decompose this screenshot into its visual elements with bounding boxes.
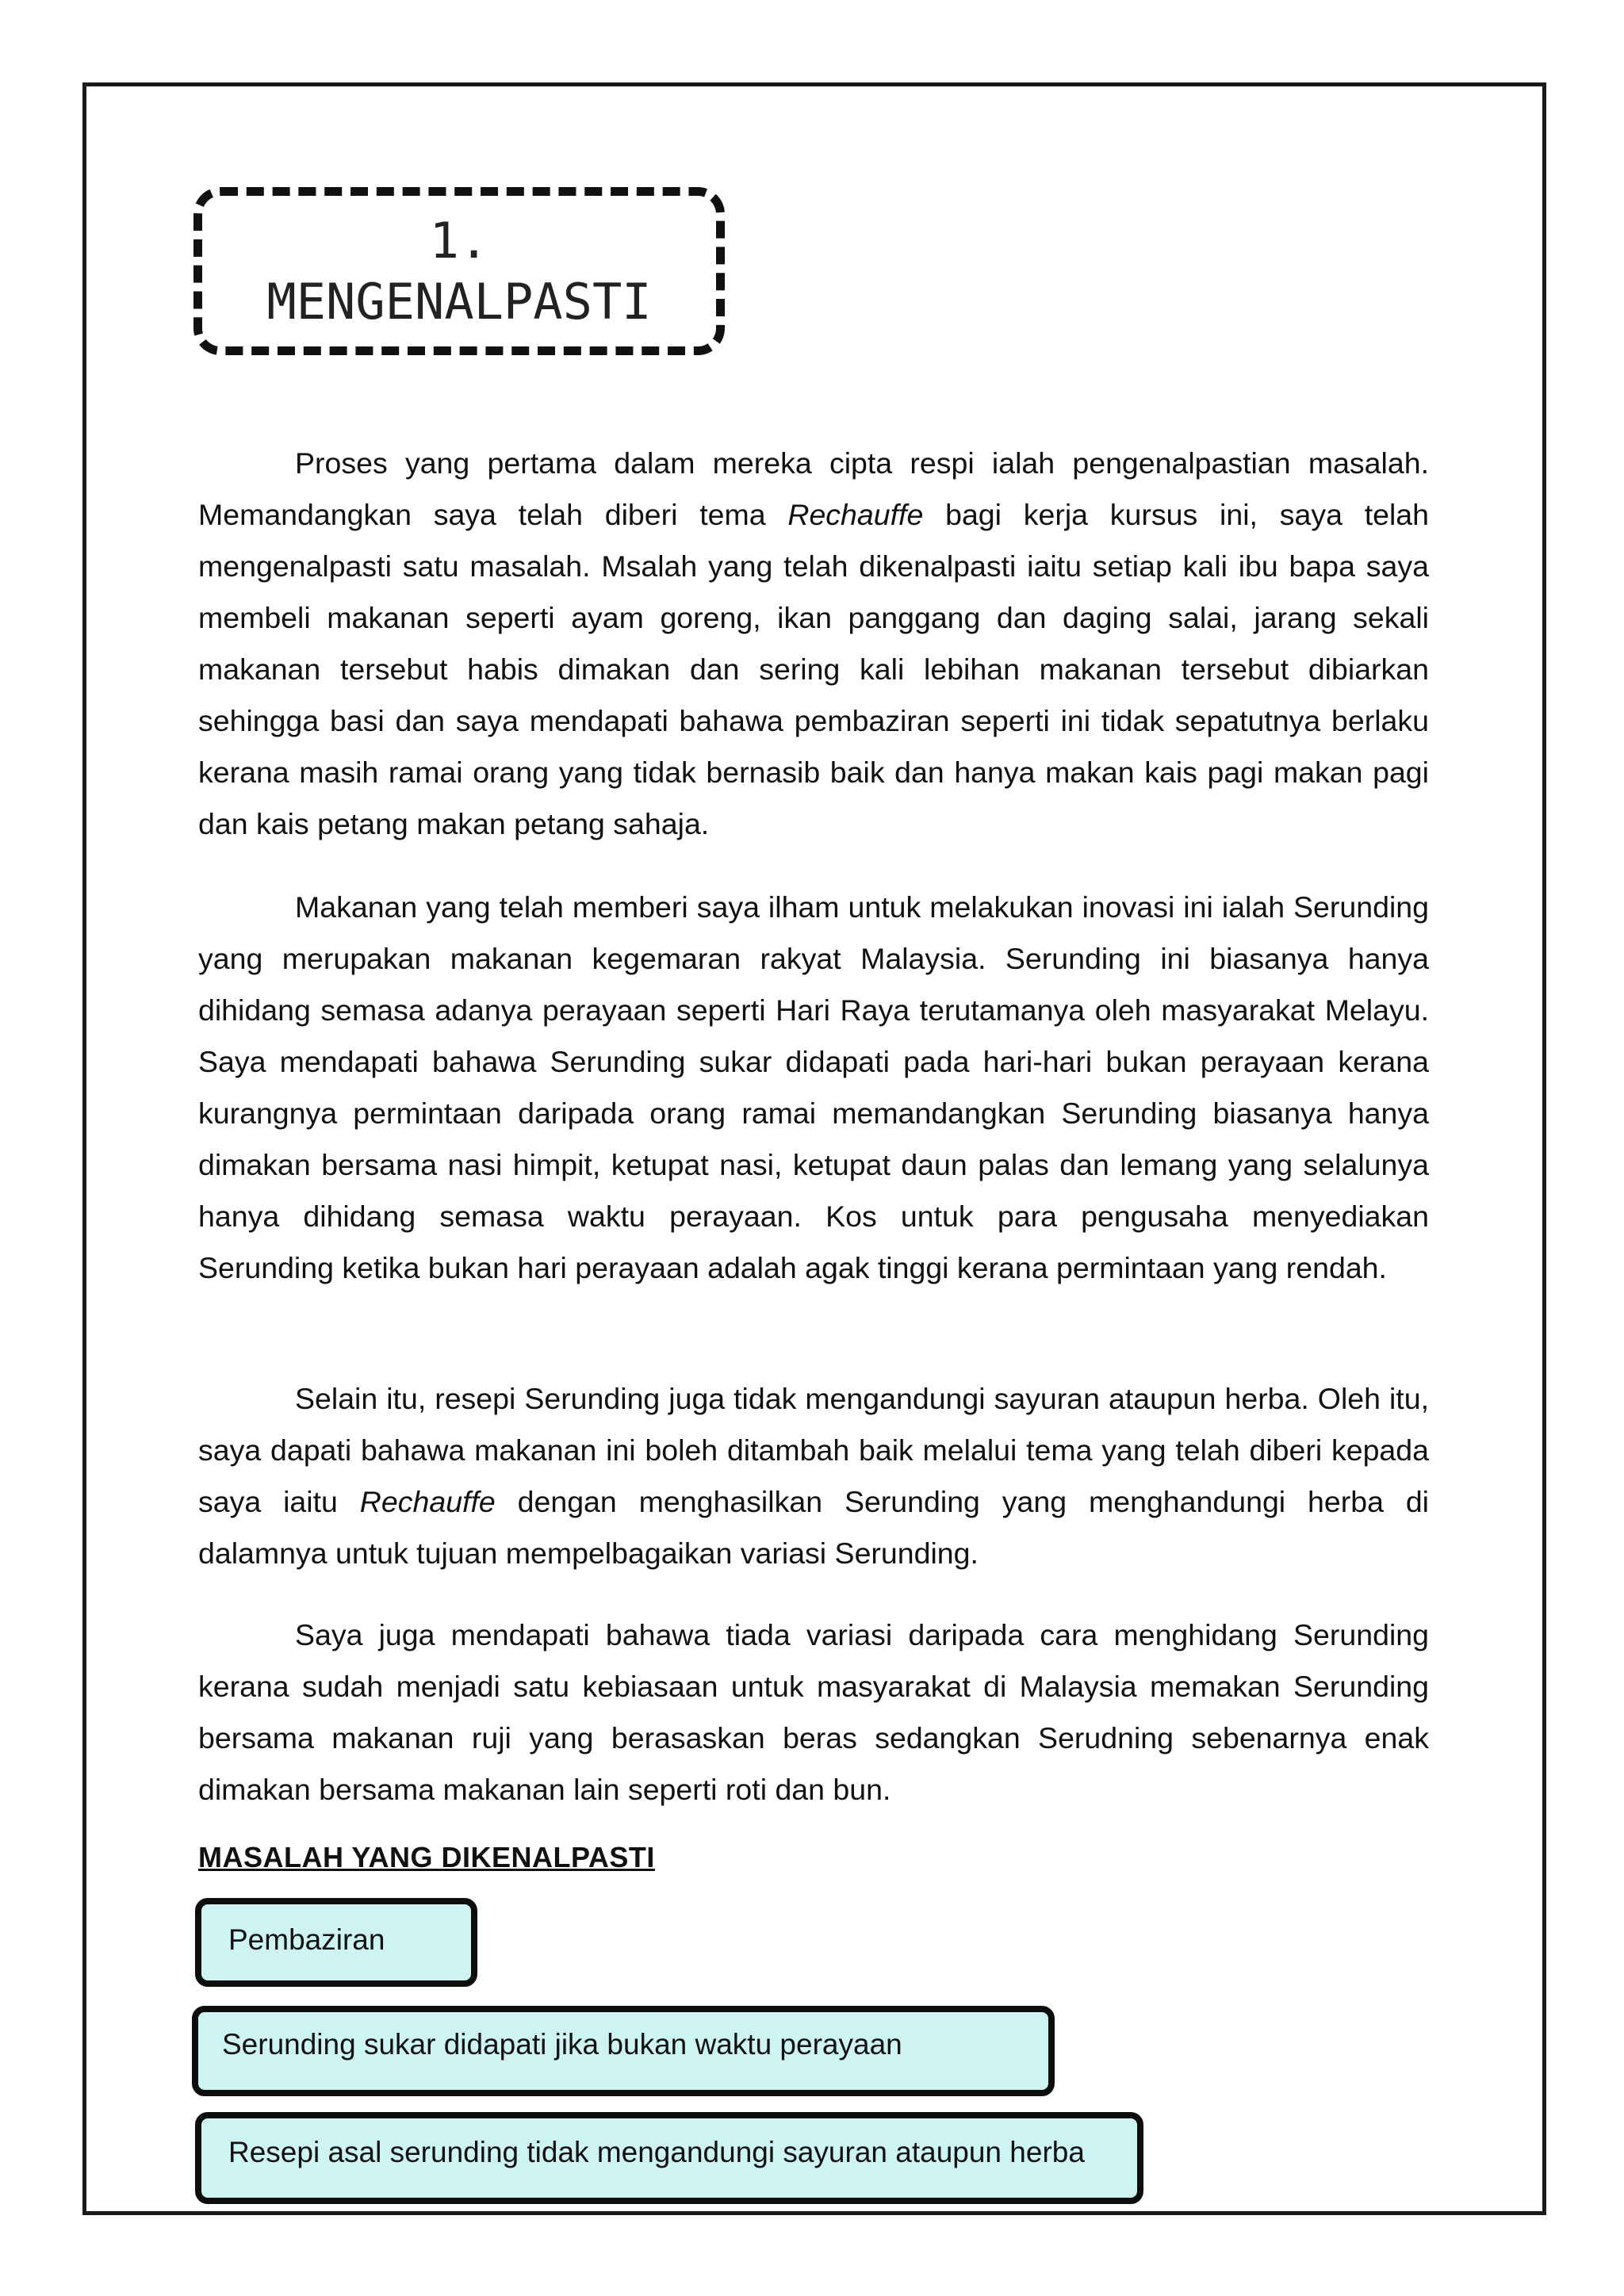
paragraph-1-theme: Rechauffe xyxy=(787,498,924,531)
paragraph-2: Makanan yang telah memberi saya ilham untuk melakukan inovasi ini ialah Serunding yang merupakan makanan kegemaran rakyat Malaysia. Serunding ini biasanya hanya dihidang semasa adanya perayaan seperti Hari Raya terutamanya oleh masyarakat Melayu. Saya mendapati bahawa Serunding sukar didapati pada hari-hari bukan perayaan kerana kurangnya permintaan daripada orang ramai memandangkan Serunding biasanya hanya dimakan bersama nasi himpit, ketupat nasi, ketupat daun palas dan lemang yang selalunya hanya dihidang semasa waktu perayaan. Kos untuk para pengusaha menyediakan Serunding ketika bukan hari perayaan adalah agak tinggi kerana permintaan yang rendah. xyxy=(198,890,1429,1284)
section-title: MENGENALPASTI xyxy=(266,273,652,331)
paragraph-1-part-b: bagi kerja kursus ini, saya telah mengenalpasti satu masalah. Msalah yang telah dikenalpasti iaitu setiap kali ibu bapa saya membeli makanan seperti ayam goreng, ikan panggang dan daging salai, jarang sekali makanan tersebut habis dimakan dan sering kali lebihan makanan tersebut dibiarkan sehingga basi dan saya mendapati bahawa pembaziran seperti ini tidak sepatutnya berlaku kerana masih ramai orang yang tidak bernasib baik dan hanya makan kais pagi makan pagi dan kais petang makan petang sahaja. xyxy=(198,498,1430,840)
paragraph-1-part-a: Proses yang pertama dalam mereka cipta respi ialah pengenalpastian masalah. Memandangkan saya telah diberi tema xyxy=(198,446,1429,531)
paragraph-3-part-b: dengan menghasilkan Serunding yang menghandungi herba di dalamnya untuk tujuan mempelbagaikan variasi Serunding. xyxy=(198,1485,1430,1570)
problem-item: Pembaziran xyxy=(195,1898,477,1987)
paragraph-3-theme: Rechauffe xyxy=(359,1485,496,1518)
paragraph-3 xyxy=(198,1373,1429,1579)
paragraph-1 xyxy=(198,438,1429,850)
section-title-box xyxy=(193,187,725,355)
section-number: 1. xyxy=(429,211,489,270)
problem-item: Resepi asal serunding tidak mengandungi sayuran ataupun herba xyxy=(195,2112,1143,2204)
paragraph-3-part-a: Selain itu, resepi Serunding juga tidak mengandungi sayuran ataupun herba. Oleh itu, saya dapati bahawa makanan ini boleh ditambah baik melalui tema yang telah diberi kepada saya iaitu xyxy=(198,1382,1429,1518)
problem-item: Serunding sukar didapati jika bukan waktu perayaan xyxy=(192,2006,1055,2096)
paragraph-4: Saya juga mendapati bahawa tiada variasi daripada cara menghidang Serunding kerana sudah menjadi satu kebiasaan untuk masyarakat di Malaysia memakan Serunding bersama makanan ruji yang berasaskan beras sedangkan Serudning sebenarnya enak dimakan bersama makanan lain seperti roti dan bun. xyxy=(198,1618,1429,1806)
problems-heading: MASALAH YANG DIKENALPASTI xyxy=(198,1841,655,1873)
